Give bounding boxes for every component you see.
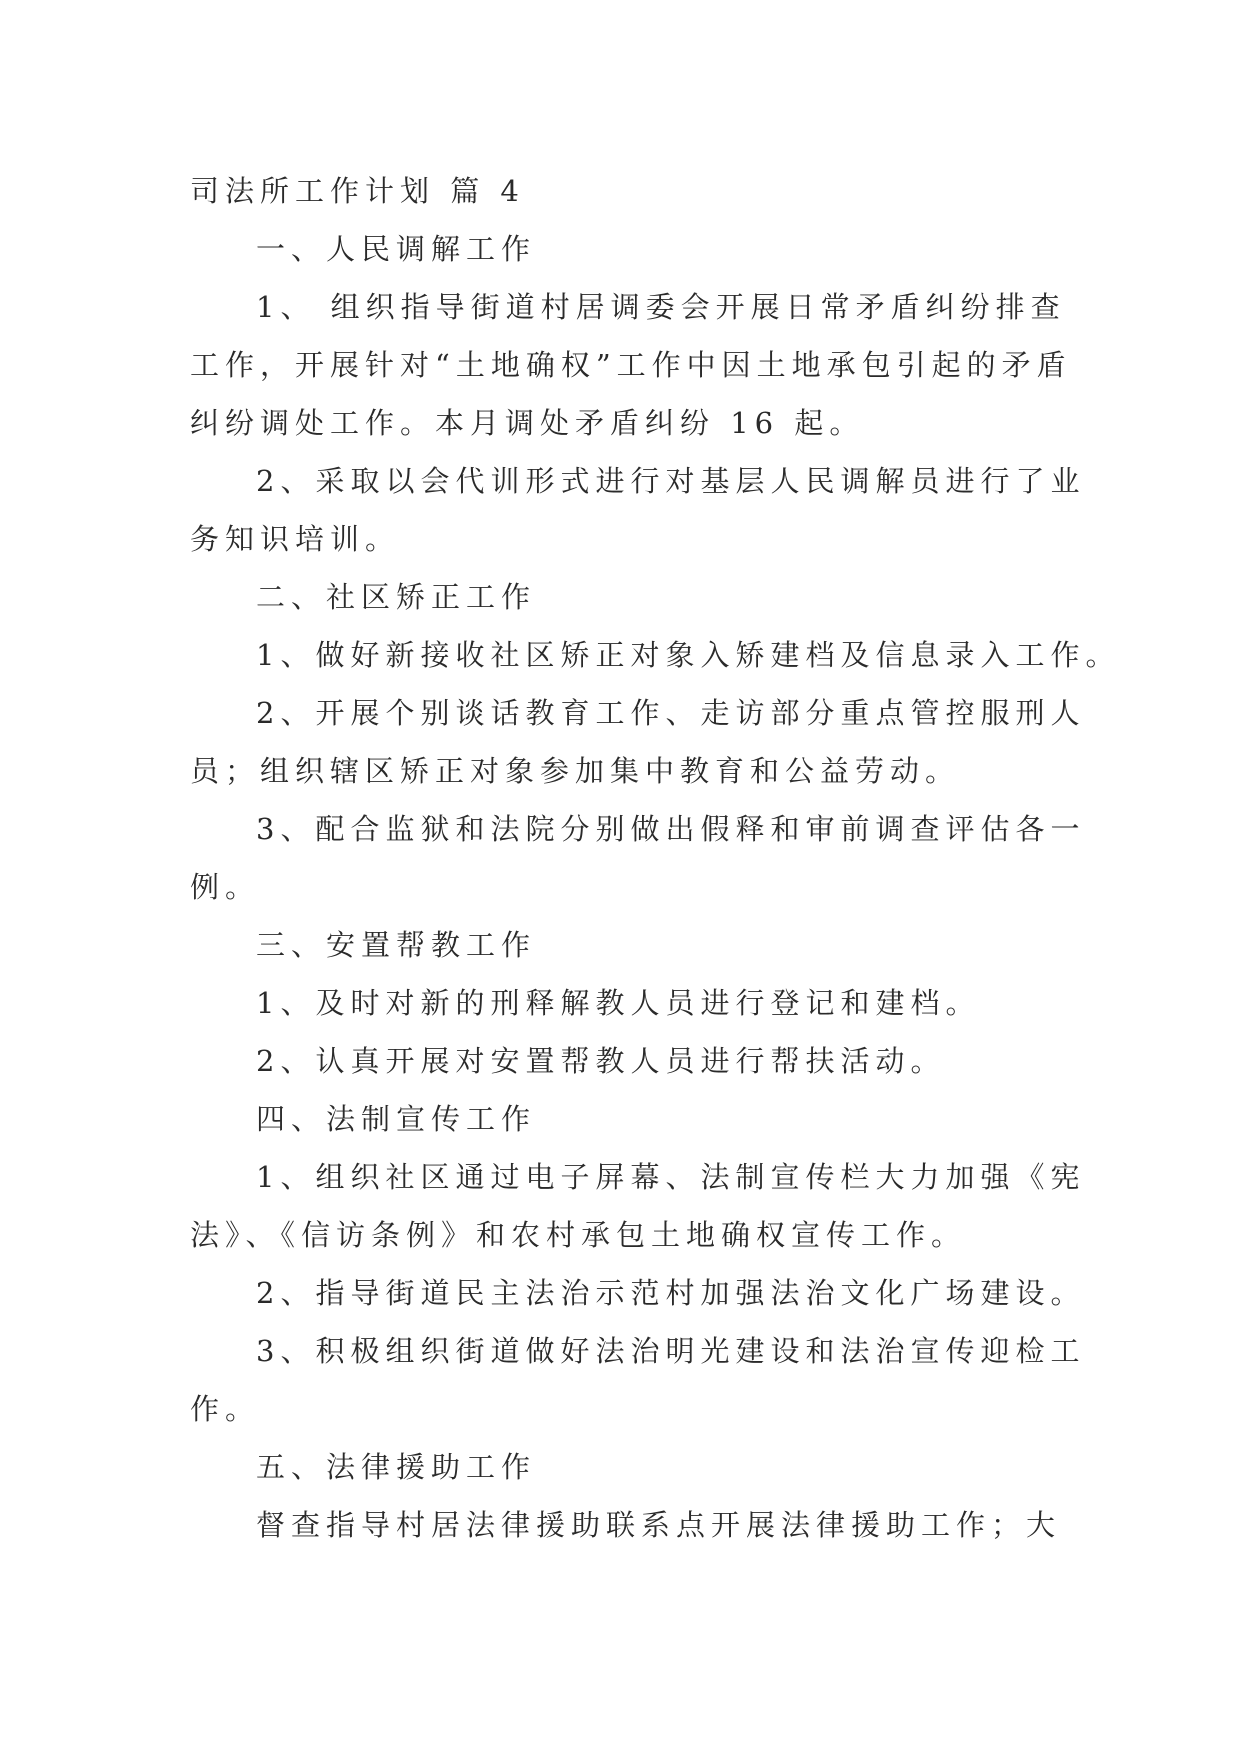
- paragraph-line: 2、认真开展对安置帮教人员进行帮扶活动。: [256, 1044, 946, 1078]
- paragraph-line: [190, 1496, 1062, 1554]
- paragraph-line: 法》、《信访条例》和农村承包土地确权宣传工作。: [190, 1218, 967, 1252]
- document-body: [190, 162, 1121, 1554]
- section-heading-correction: 二、社区矫正工作: [256, 580, 537, 614]
- paragraph-line: 1、 组织指导街道村居调委会开展日常矛盾纠纷排查: [256, 290, 1066, 324]
- paragraph-line: 1、组织社区通过电子屏幕、法制宣传栏大力加强《宪: [256, 1160, 1086, 1194]
- paragraph-line: 纠纷调处工作。本月调处矛盾纠纷 16 起。: [190, 406, 865, 440]
- paragraph-line: 作。: [190, 1392, 261, 1426]
- paragraph-line: 2、开展个别谈话教育工作、走访部分重点管控服刑人: [256, 696, 1086, 730]
- section-heading-legal-aid: 五、法律援助工作: [256, 1450, 537, 1484]
- section-heading-resettlement: 三、安置帮教工作: [256, 928, 537, 962]
- document-title: 司法所工作计划 篇 4: [190, 174, 525, 208]
- paragraph-line: 3、积极组织街道做好法治明光建设和法治宣传迎检工: [256, 1334, 1086, 1368]
- section-heading-publicity: 四、法制宣传工作: [256, 1102, 537, 1136]
- paragraph-line-text: 督查指导村居法律援助联系点开展法律援助工作；: [256, 1508, 1027, 1542]
- paragraph-line: 3、配合监狱和法院分别做出假释和审前调查评估各一: [256, 812, 1086, 846]
- paragraph-line: 例。: [190, 870, 261, 904]
- paragraph-line: 务知识培训。: [190, 522, 401, 556]
- paragraph-line-tail: 大: [1026, 1508, 1062, 1542]
- paragraph-line: 工作，开展针对“土地确权”工作中因土地承包引起的矛盾: [190, 348, 1072, 382]
- paragraph-line: 1、做好新接收社区矫正对象入矫建档及信息录入工作。: [256, 638, 1121, 672]
- paragraph-line: 1、及时对新的刑释解教人员进行登记和建档。: [256, 986, 981, 1020]
- paragraph-line: 2、采取以会代训形式进行对基层人民调解员进行了业: [256, 464, 1086, 498]
- section-heading-mediation: 一、人民调解工作: [256, 232, 537, 266]
- paragraph-line: 2、指导街道民主法治示范村加强法治文化广场建设。: [256, 1276, 1086, 1310]
- paragraph-line: 员；组织辖区矫正对象参加集中教育和公益劳动。: [190, 754, 961, 788]
